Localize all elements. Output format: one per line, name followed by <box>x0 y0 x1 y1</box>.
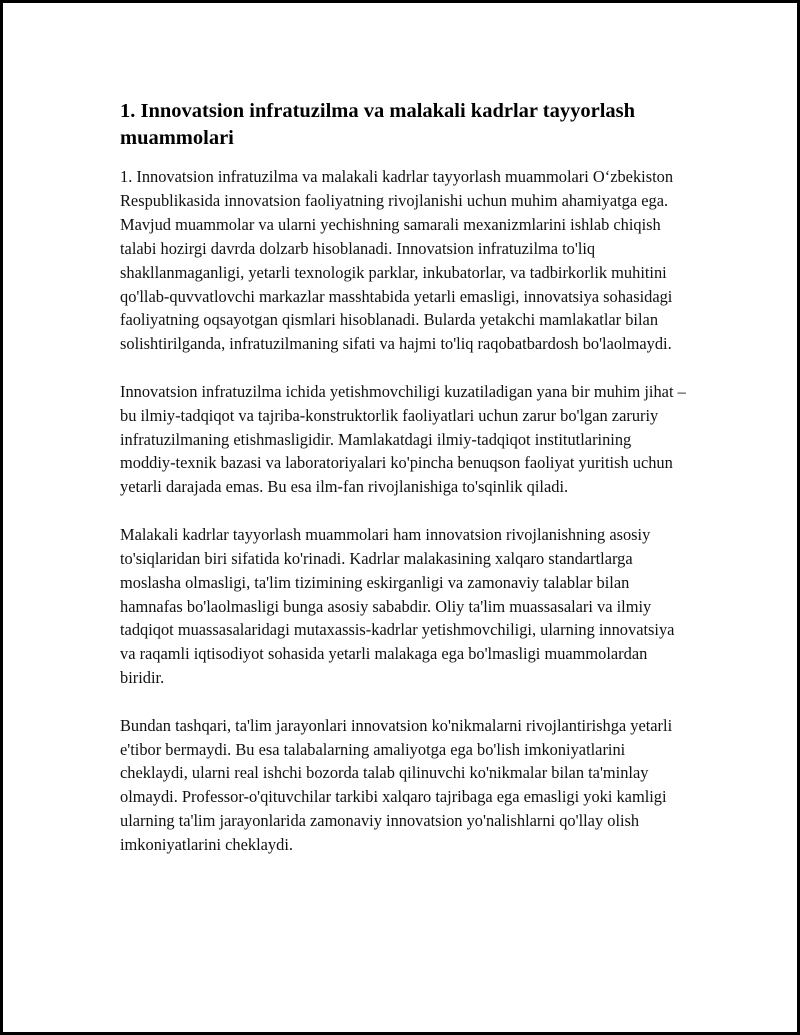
section-heading: 1. Innovatsion infratuzilma va malakali kadrlar tayyorlash muammolari <box>120 100 636 149</box>
paragraph-2: Innovatsion infratuzilma ichida yetishmovchiligi kuzatiladigan yana bir muhim jihat – bu ilmiy-tadqiqot va tajriba-konstruktorlik faoliyatlari uchun zarur bo'lgan zaruriy infratuzilmaning etishmasligidir. Mamlakatdagi ilmiy-tadqiqot institutlarining moddiy-texnik bazasi va laboratoriyalari ko'pincha benuqson faoliyat yuritish uchun yetarli darajada emas. Bu esa ilm-fan rivojlanishiga to'sqinlik qiladi. <box>120 381 686 497</box>
paragraph-3: Malakali kadrlar tayyorlash muammolari ham innovatsion rivojlanishning asosiy to'siqlaridan biri sifatida ko'rinadi. Kadrlar malakasining xalqaro standartlarga moslasha olmasligi, ta'lim tizimining eskirganligi va zamonaviy talablar bilan hamnafas bo'laolmasligi bunga asosiy sababdir. Oliy ta'lim muassasalari va ilmiy tadqiqot muassasalaridagi mutaxassis-kadrlar yetishmovchiligi, ularning innovatsiya va raqamli iqtisodiyot sohasida yetarli malakaga ega bo'lmasligi muammolardan biridir. <box>120 524 675 688</box>
document-content <box>120 98 690 881</box>
paragraph-4: Bundan tashqari, ta'lim jarayonlari innovatsion ko'nikmalarni rivojlantirishga yetarli e'tibor bermaydi. Bu esa talabalarning amaliyotga ega bo'lish imkoniyatlarini cheklaydi, ularni real ishchi bozorda talab qilinuvchi ko'nikmalar bilan ta'minlay olmaydi. Professor-o'qituvchilar tarkibi xalqaro tajribaga ega emasligi yoki kamligi ularning ta'lim jarayonlarida zamonaviy innovatsion yo'nalishlarni qo'llay olish imkoniyatlarini cheklaydi. <box>120 715 673 855</box>
paragraph-1: 1. Innovatsion infratuzilma va malakali kadrlar tayyorlash muammolari O‘zbekiston Respublikasida innovatsion faoliyatning rivojlanishi uchun muhim ahamiyatga ega. Mavjud muammolar va ularni yechishning samarali mexanizmlarini ishlab chiqish talabi hozirgi davrda dolzarb hisoblanadi. Innovatsion infratuzilma to'liq shakllanmaganligi, yetarli texnologik parklar, inkubatorlar, va tadbirkorlik muhitini qo'llab-quvvatlovchi markazlar masshtabida yetarli emasligi, innovatsiya sohasidagi faoliyatning oqsayotgan qismlari hisoblanadi. Bularda yetakchi mamlakatlar bilan solishtirilganda, infratuzilmaning sifati va hajmi to'liq raqobatbardosh bo'laolmaydi. <box>120 167 674 354</box>
